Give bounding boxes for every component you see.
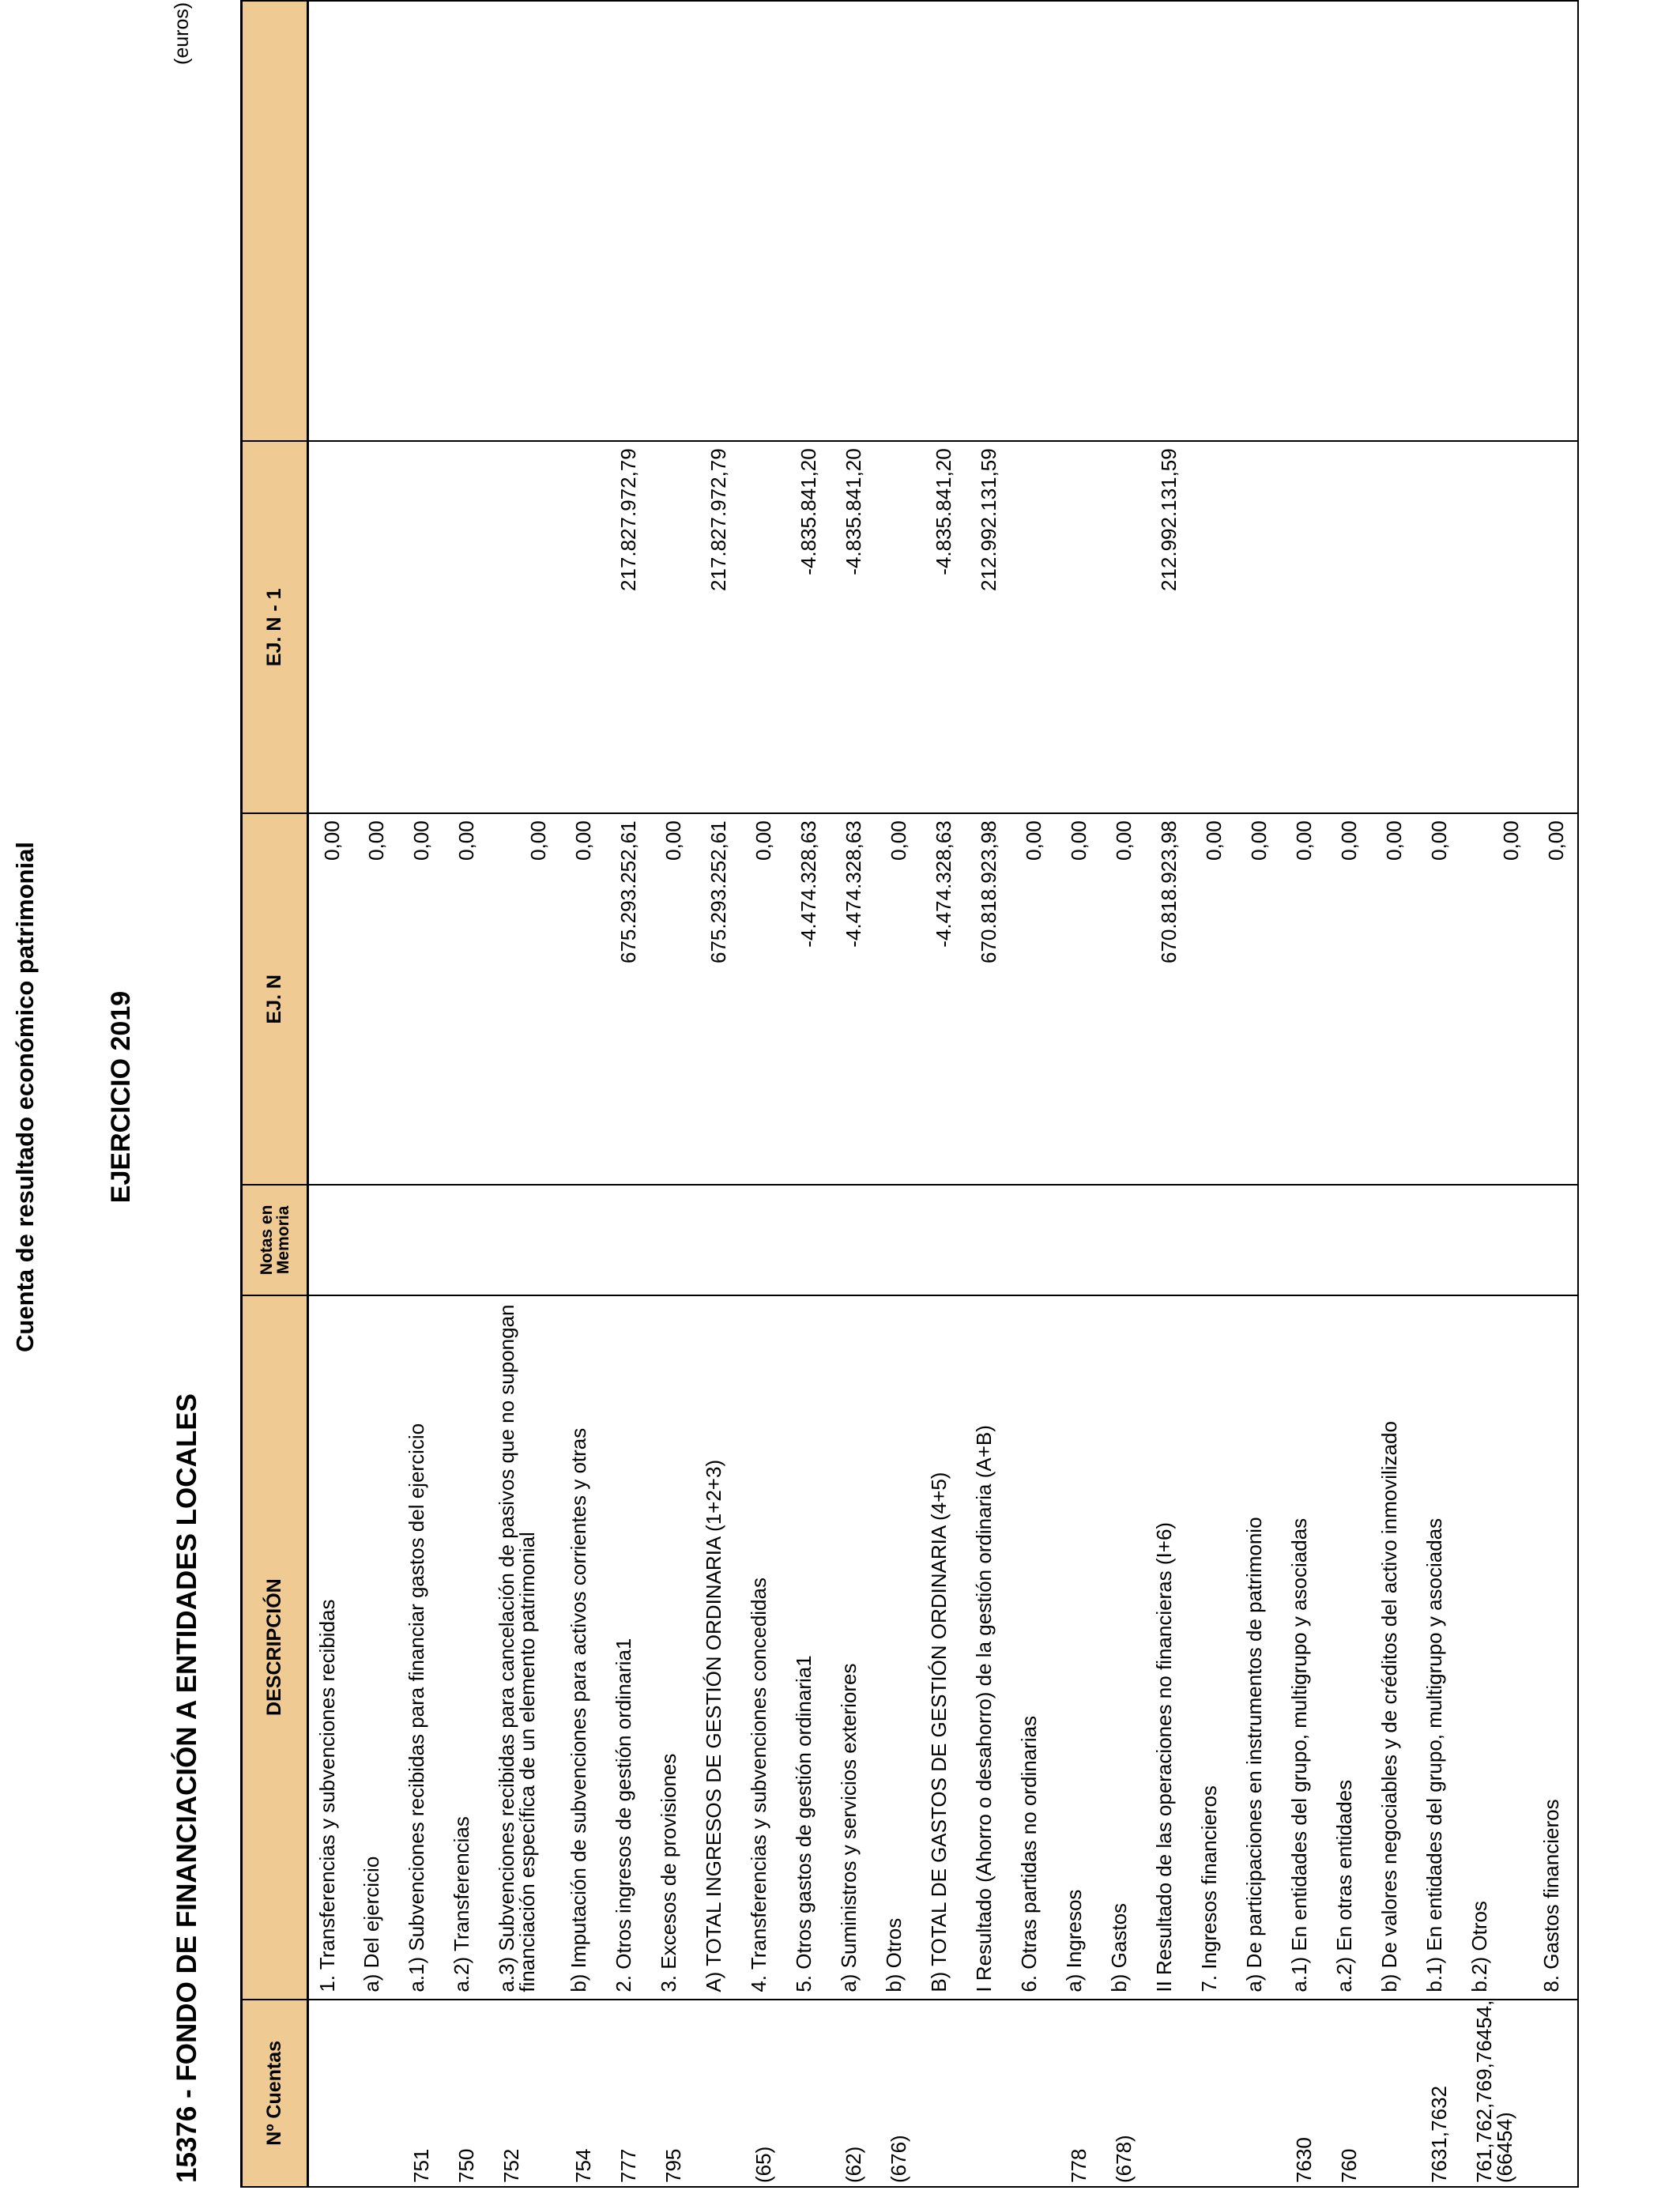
column-header-blank bbox=[242, 1, 308, 441]
table-row bbox=[740, 1, 785, 2187]
previous-year-cell bbox=[740, 441, 785, 813]
description-cell: a.1) Subvenciones recibidas para financiar gastos del ejercicio bbox=[398, 1295, 443, 2000]
blank-cell bbox=[966, 1, 1011, 441]
current-year-cell: 0,00 bbox=[1416, 813, 1461, 1185]
notes-cell bbox=[1371, 1185, 1416, 1295]
notes-cell bbox=[785, 1185, 831, 1295]
notes-cell bbox=[1011, 1185, 1056, 1295]
current-year-cell: 0,00 bbox=[1011, 813, 1056, 1185]
blank-cell bbox=[1533, 1, 1578, 441]
table-row bbox=[831, 1, 876, 2187]
description-cell: A) TOTAL INGRESOS DE GESTIÓN ORDINARIA (1+2+3) bbox=[695, 1295, 740, 2000]
blank-cell bbox=[1281, 1, 1326, 441]
notes-cell bbox=[488, 1185, 560, 1295]
table-row bbox=[921, 1, 966, 2187]
table-row bbox=[398, 1, 443, 2187]
account-code-cell: 750 bbox=[443, 2000, 488, 2187]
previous-year-cell bbox=[1533, 441, 1578, 813]
table-header-row bbox=[242, 1, 308, 2187]
blank-cell bbox=[1236, 1, 1281, 441]
table-row bbox=[1416, 1, 1461, 2187]
table-row bbox=[876, 1, 921, 2187]
description-cell: 4. Transferencias y subvenciones concedidas bbox=[740, 1295, 785, 2000]
account-code-cell: 795 bbox=[650, 2000, 695, 2187]
blank-cell bbox=[1191, 1, 1236, 441]
blank-cell bbox=[695, 1, 740, 441]
current-year-cell: 0,00 bbox=[1236, 813, 1281, 1185]
current-year-cell: -4.474.328,63 bbox=[921, 813, 966, 1185]
current-year-cell: 675.293.252,61 bbox=[605, 813, 650, 1185]
table-row bbox=[785, 1, 831, 2187]
description-cell: 7. Ingresos financieros bbox=[1191, 1295, 1236, 2000]
blank-cell bbox=[308, 1, 353, 441]
blank-cell bbox=[831, 1, 876, 441]
blank-cell bbox=[1056, 1, 1101, 441]
table-row bbox=[488, 1, 560, 2187]
current-year-cell: 0,00 bbox=[1533, 813, 1578, 1185]
description-cell: a) Ingresos bbox=[1056, 1295, 1101, 2000]
table-row bbox=[1326, 1, 1371, 2187]
notes-header-line1: Notas en bbox=[257, 1204, 276, 1276]
account-code-cell: (678) bbox=[1101, 2000, 1146, 2187]
blank-cell bbox=[560, 1, 605, 441]
blank-cell bbox=[1101, 1, 1146, 441]
description-cell: a) Suministros y servicios exteriores bbox=[831, 1295, 876, 2000]
exercise-heading: EJERCICIO 2019 bbox=[106, 990, 136, 1204]
previous-year-cell bbox=[1461, 441, 1533, 813]
description-cell: 2. Otros ingresos de gestión ordinaria1 bbox=[605, 1295, 650, 2000]
notes-cell bbox=[1461, 1185, 1533, 1295]
notes-cell bbox=[398, 1185, 443, 1295]
notes-cell bbox=[1236, 1185, 1281, 1295]
current-year-cell: 670.818.923,98 bbox=[966, 813, 1011, 1185]
table-row bbox=[1146, 1, 1191, 2187]
account-code-cell bbox=[1236, 2000, 1281, 2187]
description-cell: I Resultado (Ahorro o desahorro) de la gestión ordinaria (A+B) bbox=[966, 1295, 1011, 2000]
column-header-notes bbox=[242, 1185, 308, 1295]
previous-year-cell bbox=[560, 441, 605, 813]
previous-year-cell bbox=[353, 441, 398, 813]
column-header-current-year: EJ. N bbox=[242, 813, 308, 1185]
account-code-cell: 761,762,769,76454, (66454) bbox=[1461, 2000, 1533, 2187]
previous-year-cell: 217.827.972,79 bbox=[695, 441, 740, 813]
notes-cell bbox=[353, 1185, 398, 1295]
blank-cell bbox=[1461, 1, 1533, 441]
description-cell: b) De valores negociables y de créditos del activo inmovilizado bbox=[1371, 1295, 1416, 2000]
account-code-cell: 778 bbox=[1056, 2000, 1101, 2187]
previous-year-cell bbox=[1416, 441, 1461, 813]
description-cell: a.2) En otras entidades bbox=[1326, 1295, 1371, 2000]
description-cell: 1. Transferencias y subvenciones recibidas bbox=[308, 1295, 353, 2000]
account-code-cell bbox=[921, 2000, 966, 2187]
table-row bbox=[353, 1, 398, 2187]
account-code-cell: 751 bbox=[398, 2000, 443, 2187]
previous-year-cell bbox=[1236, 441, 1281, 813]
description-cell: a.2) Transferencias bbox=[443, 1295, 488, 2000]
blank-cell bbox=[740, 1, 785, 441]
current-year-cell: 675.293.252,61 bbox=[695, 813, 740, 1185]
table-row bbox=[605, 1, 650, 2187]
report-title: Cuenta de resultado económico patrimonial bbox=[11, 842, 39, 1352]
table-row bbox=[308, 1, 353, 2187]
column-header-description: DESCRIPCIÓN bbox=[242, 1295, 308, 2000]
blank-cell bbox=[353, 1, 398, 441]
current-year-cell: 0,00 bbox=[560, 813, 605, 1185]
table-row bbox=[560, 1, 605, 2187]
previous-year-cell bbox=[1011, 441, 1056, 813]
notes-cell bbox=[308, 1185, 353, 1295]
income-statement-table bbox=[240, 0, 1579, 2188]
column-header-previous-year: EJ. N - 1 bbox=[242, 441, 308, 813]
description-cell: 6. Otras partidas no ordinarias bbox=[1011, 1295, 1056, 2000]
previous-year-cell bbox=[398, 441, 443, 813]
notes-cell bbox=[966, 1185, 1011, 1295]
current-year-cell: 0,00 bbox=[1056, 813, 1101, 1185]
current-year-cell: 0,00 bbox=[1101, 813, 1146, 1185]
current-year-cell: -4.474.328,63 bbox=[831, 813, 876, 1185]
table-row bbox=[1281, 1, 1326, 2187]
entity-name: 15376 - FONDO DE FINANCIACIÓN A ENTIDADES LOCALES bbox=[171, 1393, 202, 2183]
blank-cell bbox=[921, 1, 966, 441]
previous-year-cell bbox=[1191, 441, 1236, 813]
current-year-cell: 0,00 bbox=[650, 813, 695, 1185]
notes-cell bbox=[443, 1185, 488, 1295]
notes-header-line2: Memoria bbox=[273, 1205, 292, 1275]
description-cell: a) Del ejercicio bbox=[353, 1295, 398, 2000]
notes-cell bbox=[1533, 1185, 1578, 1295]
notes-cell bbox=[740, 1185, 785, 1295]
description-cell: a) De participaciones en instrumentos de patrimonio bbox=[1236, 1295, 1281, 2000]
previous-year-cell: -4.835.841,20 bbox=[921, 441, 966, 813]
notes-cell bbox=[1101, 1185, 1146, 1295]
table-row bbox=[1371, 1, 1416, 2187]
previous-year-cell bbox=[1371, 441, 1416, 813]
blank-cell bbox=[1011, 1, 1056, 441]
description-cell: 8. Gastos financieros bbox=[1533, 1295, 1578, 2000]
table-body bbox=[308, 1, 1578, 2187]
blank-cell bbox=[605, 1, 650, 441]
current-year-cell: 0,00 bbox=[876, 813, 921, 1185]
table-row bbox=[966, 1, 1011, 2187]
account-code-cell: 7631,7632 bbox=[1416, 2000, 1461, 2187]
blank-cell bbox=[876, 1, 921, 441]
current-year-cell: 0,00 bbox=[308, 813, 353, 1185]
description-cell: a.3) Subvenciones recibidas para cancelación de pasivos que no supongan financiación específica de un elemento patrimonial bbox=[488, 1295, 560, 2000]
notes-cell bbox=[1326, 1185, 1371, 1295]
previous-year-cell bbox=[650, 441, 695, 813]
table-row bbox=[443, 1, 488, 2187]
account-code-cell bbox=[695, 2000, 740, 2187]
blank-cell bbox=[1146, 1, 1191, 441]
account-code-cell bbox=[308, 2000, 353, 2187]
previous-year-cell: -4.835.841,20 bbox=[785, 441, 831, 813]
notes-cell bbox=[650, 1185, 695, 1295]
current-year-cell: 0,00 bbox=[1371, 813, 1416, 1185]
notes-cell bbox=[560, 1185, 605, 1295]
account-code-cell bbox=[1146, 2000, 1191, 2187]
current-year-cell: 0,00 bbox=[353, 813, 398, 1185]
table-row bbox=[1236, 1, 1281, 2187]
account-code-cell: (676) bbox=[876, 2000, 921, 2187]
blank-cell bbox=[1371, 1, 1416, 441]
account-code-cell bbox=[1371, 2000, 1416, 2187]
previous-year-cell bbox=[1056, 441, 1101, 813]
current-year-cell: 0,00 bbox=[1281, 813, 1326, 1185]
account-code-cell: 7630 bbox=[1281, 2000, 1326, 2187]
account-code-cell: 760 bbox=[1326, 2000, 1371, 2187]
account-code-cell bbox=[785, 2000, 831, 2187]
notes-cell bbox=[1056, 1185, 1101, 1295]
description-cell: a.1) En entidades del grupo, multigrupo y asociadas bbox=[1281, 1295, 1326, 2000]
account-code-cell bbox=[1533, 2000, 1578, 2187]
blank-cell bbox=[398, 1, 443, 441]
previous-year-cell bbox=[1326, 441, 1371, 813]
description-cell: b) Gastos bbox=[1101, 1295, 1146, 2000]
description-cell: B) TOTAL DE GASTOS DE GESTIÓN ORDINARIA (4+5) bbox=[921, 1295, 966, 2000]
notes-cell bbox=[695, 1185, 740, 1295]
blank-cell bbox=[650, 1, 695, 441]
previous-year-cell: 212.992.131,59 bbox=[966, 441, 1011, 813]
previous-year-cell bbox=[443, 441, 488, 813]
previous-year-cell bbox=[308, 441, 353, 813]
current-year-cell: -4.474.328,63 bbox=[785, 813, 831, 1185]
previous-year-cell: -4.835.841,20 bbox=[831, 441, 876, 813]
current-year-cell: 0,00 bbox=[443, 813, 488, 1185]
table-row bbox=[1056, 1, 1101, 2187]
previous-year-cell bbox=[1101, 441, 1146, 813]
description-cell: 3. Excesos de provisiones bbox=[650, 1295, 695, 2000]
account-code-cell: 777 bbox=[605, 2000, 650, 2187]
notes-cell bbox=[1416, 1185, 1461, 1295]
table-row bbox=[1461, 1, 1533, 2187]
notes-cell bbox=[921, 1185, 966, 1295]
account-code-cell: 752 bbox=[488, 2000, 560, 2187]
account-code-cell: (62) bbox=[831, 2000, 876, 2187]
blank-cell bbox=[488, 1, 560, 441]
table-row bbox=[650, 1, 695, 2187]
table-row bbox=[695, 1, 740, 2187]
previous-year-cell bbox=[1281, 441, 1326, 813]
current-year-cell: 0,00 bbox=[1461, 813, 1533, 1185]
notes-cell bbox=[1281, 1185, 1326, 1295]
blank-cell bbox=[785, 1, 831, 441]
current-year-cell: 0,00 bbox=[1326, 813, 1371, 1185]
notes-cell bbox=[1146, 1185, 1191, 1295]
account-code-cell bbox=[966, 2000, 1011, 2187]
account-code-cell: (65) bbox=[740, 2000, 785, 2187]
current-year-cell: 0,00 bbox=[740, 813, 785, 1185]
blank-cell bbox=[1326, 1, 1371, 441]
column-header-accounts: Nº Cuentas bbox=[242, 2000, 308, 2187]
account-code-cell bbox=[353, 2000, 398, 2187]
table-row bbox=[1191, 1, 1236, 2187]
previous-year-cell: 212.992.131,59 bbox=[1146, 441, 1191, 813]
blank-cell bbox=[1416, 1, 1461, 441]
notes-cell bbox=[831, 1185, 876, 1295]
notes-cell bbox=[1191, 1185, 1236, 1295]
account-code-cell: 754 bbox=[560, 2000, 605, 2187]
notes-cell bbox=[876, 1185, 921, 1295]
account-code-cell bbox=[1191, 2000, 1236, 2187]
previous-year-cell bbox=[488, 441, 560, 813]
current-year-cell: 670.818.923,98 bbox=[1146, 813, 1191, 1185]
description-cell: 5. Otros gastos de gestión ordinaria1 bbox=[785, 1295, 831, 2000]
table-row bbox=[1533, 1, 1578, 2187]
current-year-cell: 0,00 bbox=[1191, 813, 1236, 1185]
description-cell: b.1) En entidades del grupo, multigrupo y asociadas bbox=[1416, 1295, 1461, 2000]
description-cell: b.2) Otros bbox=[1461, 1295, 1533, 2000]
description-cell: II Resultado de las operaciones no financieras (I+6) bbox=[1146, 1295, 1191, 2000]
previous-year-cell bbox=[876, 441, 921, 813]
notes-cell bbox=[605, 1185, 650, 1295]
current-year-cell: 0,00 bbox=[488, 813, 560, 1185]
table-row bbox=[1011, 1, 1056, 2187]
currency-units: (euros) bbox=[171, 2, 193, 65]
description-cell: b) Otros bbox=[876, 1295, 921, 2000]
table-row bbox=[1101, 1, 1146, 2187]
blank-cell bbox=[443, 1, 488, 441]
description-cell: b) Imputación de subvenciones para activos corrientes y otras bbox=[560, 1295, 605, 2000]
account-code-cell bbox=[1011, 2000, 1056, 2187]
current-year-cell: 0,00 bbox=[398, 813, 443, 1185]
previous-year-cell: 217.827.972,79 bbox=[605, 441, 650, 813]
